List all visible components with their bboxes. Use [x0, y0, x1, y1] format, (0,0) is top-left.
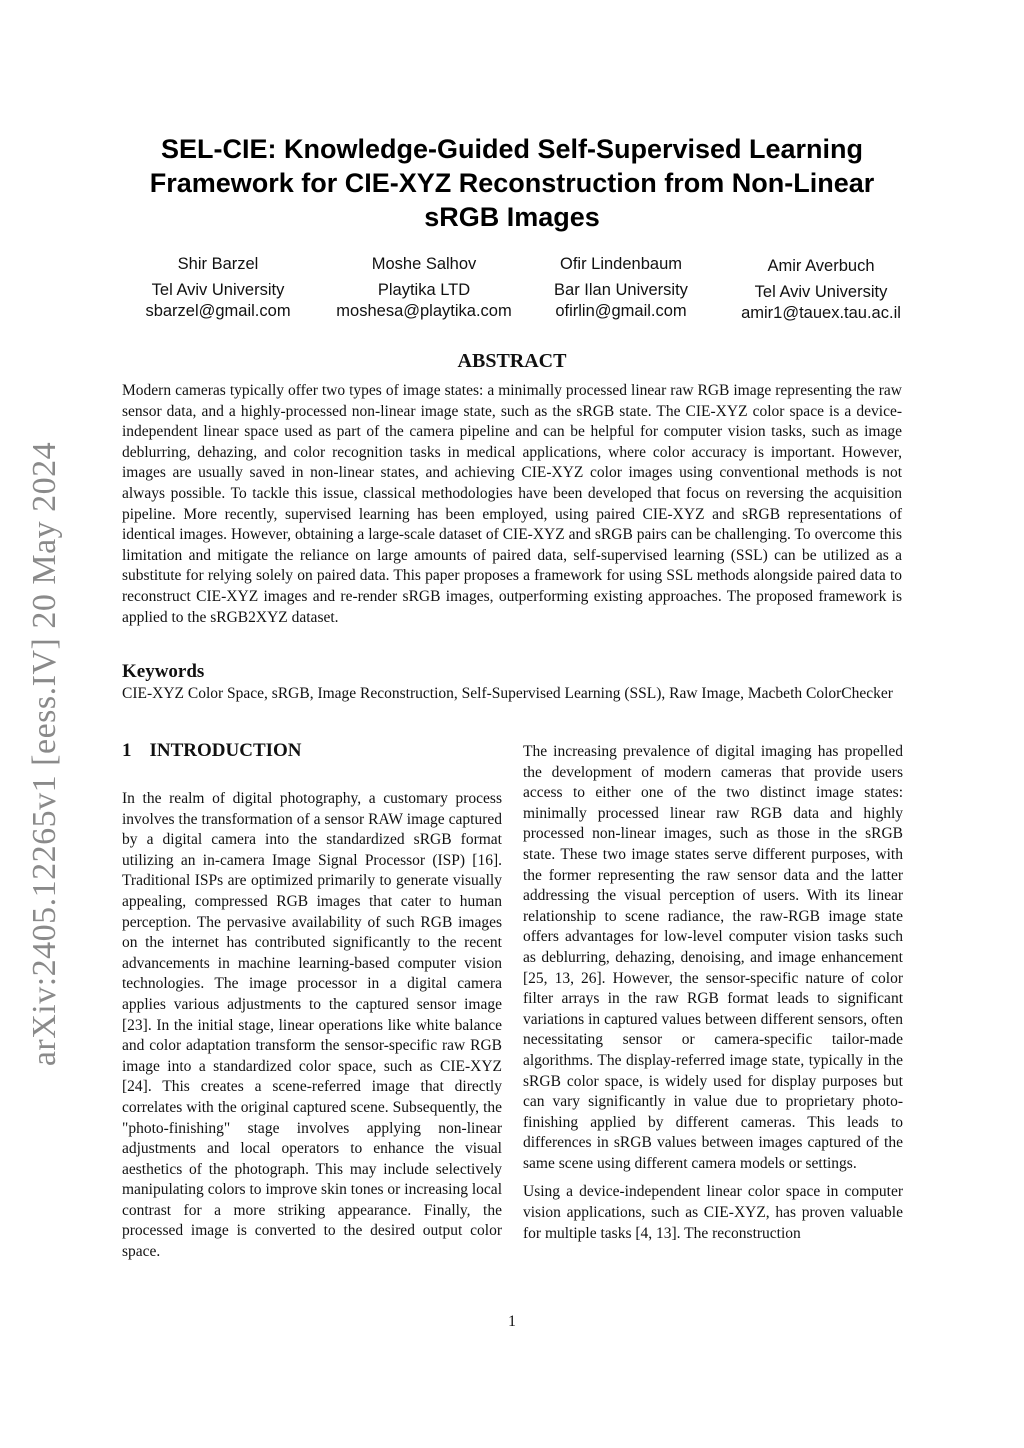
author-name: Shir Barzel: [177, 255, 259, 273]
abstract-heading: ABSTRACT: [457, 350, 567, 372]
section-heading-introduction: [122, 740, 302, 762]
keywords-text: CIE-XYZ Color Space, sRGB, Image Reconstruction, Self-Supervised Learning (SSL), Raw Image, Macbeth ColorChecker: [122, 685, 893, 702]
author-block: [128, 254, 308, 322]
author-email: moshesa@playtika.com: [336, 302, 512, 320]
intro-left-column: [122, 789, 502, 1271]
section-number: 1: [122, 740, 132, 761]
section-title: INTRODUCTION: [149, 740, 302, 761]
page-number: 1: [508, 1313, 516, 1330]
intro-right-column: [523, 742, 903, 1252]
intro-paragraph: Using a device-independent linear color space in computer vision applications, such as CIE-XYZ, has proven valuable for multiple tasks [4, 13]. The reconstruction: [523, 1183, 903, 1242]
keywords-heading: Keywords: [122, 661, 205, 682]
author-name: Ofir Lindenbaum: [560, 255, 682, 273]
intro-paragraph: In the realm of digital photography, a customary process involves the transformation of a sensor RAW image captured by a digital camera into the standardized sRGB format utilizing an in-camera Image Signal Processor (ISP) [16]. Traditional ISPs are optimized primarily to generate visually appealing, compressed RGB images that cater to human perception. The pervasive availability of such RGB images on the internet has contributed significantly to the recent advancements in machine learning-based computer vision technologies. The image processor in a digital camera applies various adjustments to the captured sensor image [23]. In the initial stage, linear operations like white balance and color adaptation transform the sensor-specific raw RGB image into a standardized color space, such as CIE-XYZ [24]. This creates a scene-referred image that directly correlates with the original captured scene. Subsequently, the "photo-finishing" stage involves applying non-linear adjustments and local operators to enhance the visual aesthetics of the photograph. This may include selectively manipulating colors to improve skin tones or increasing local contrast for a more striking appearance. Finally, the processed image is converted to the desired output color space.: [122, 790, 502, 1261]
arxiv-side-stamp: [20, 440, 70, 1068]
abstract-text: Modern cameras typically offer two types of image states: a minimally processed linear raw RGB image representing the raw sensor data, and a highly-processed non-linear image state, such as the sRGB state. The CIE-XYZ color space is a device-independent linear space used as part of the camera pipeline and can be helpful for computer vision tasks, such as image deblurring, dehazing, and color recognition tasks in medical applications, where color accuracy is important. However, images are usually saved in non-linear states, and achieving CIE-XYZ color images using conventional methods is not always possible. To tackle this issue, classical methodologies have been developed that focus on reversing the acquisition pipeline. More recently, supervised learning has been employed, using paired CIE-XYZ and sRGB representations of identical images. However, obtaining a large-scale dataset of CIE-XYZ and sRGB pairs can be challenging. To overcome this limitation and mitigate the reliance on large amounts of paired data, self-supervised learning (SSL) can be utilized as a substitute for relying solely on paired data. This paper proposes a framework for using SSL methods alongside paired data to reconstruct CIE-XYZ images and re-render sRGB images, outperforming existing approaches. The proposed framework is applied to the sRGB2XYZ dataset.: [122, 382, 902, 626]
author-affiliation: Playtika LTD: [377, 281, 471, 299]
author-email: sbarzel@gmail.com: [145, 302, 291, 320]
author-block: [530, 254, 712, 322]
author-email: ofirlin@gmail.com: [555, 302, 687, 320]
author-affiliation: Tel Aviv University: [151, 281, 285, 299]
author-block: [726, 256, 916, 324]
author-name: Moshe Salhov: [371, 255, 477, 273]
arxiv-id-text: arXiv:2405.12265v1 [eess.IV] 20 May 2024: [26, 441, 64, 1067]
paper-title: SEL-CIE: Knowledge-Guided Self-Supervised Learning Framework for CIE-XYZ Reconstruction from Non-Linear sRGB Images: [149, 134, 875, 232]
author-affiliation: Bar Ilan University: [554, 281, 688, 299]
author-email: amir1@tauex.tau.ac.il: [741, 304, 901, 322]
author-affiliation: Tel Aviv University: [754, 283, 888, 301]
author-name: Amir Averbuch: [767, 257, 875, 275]
intro-paragraph: The increasing prevalence of digital imaging has propelled the development of modern cameras that provide users access to either one of the two distinct image states: minimally processed linear raw RGB data and highly processed non-linear images, such as those in the sRGB state. These two image states serve different purposes, with the former representing the raw sensor data and the latter addressing the visual perception of users. With its linear relationship to scene radiance, the raw-RGB image state offers advantages for low-level computer vision tasks such as deblurring, dehazing, denoising, and image enhancement [25, 13, 26]. However, the sensor-specific nature of color filter arrays in the raw RGB format leads to significant variations in captured values between different sensors, often necessitating sensor or camera-specific tailor-made algorithms. The display-referred image state, typically in the sRGB color space, is widely used for display purposes but can vary significantly in value due to proprietary photo-finishing applied by different cameras. This leads to differences in sRGB values between images captured of the same scene using different camera models or settings.: [523, 743, 903, 1172]
author-block: [326, 254, 522, 322]
